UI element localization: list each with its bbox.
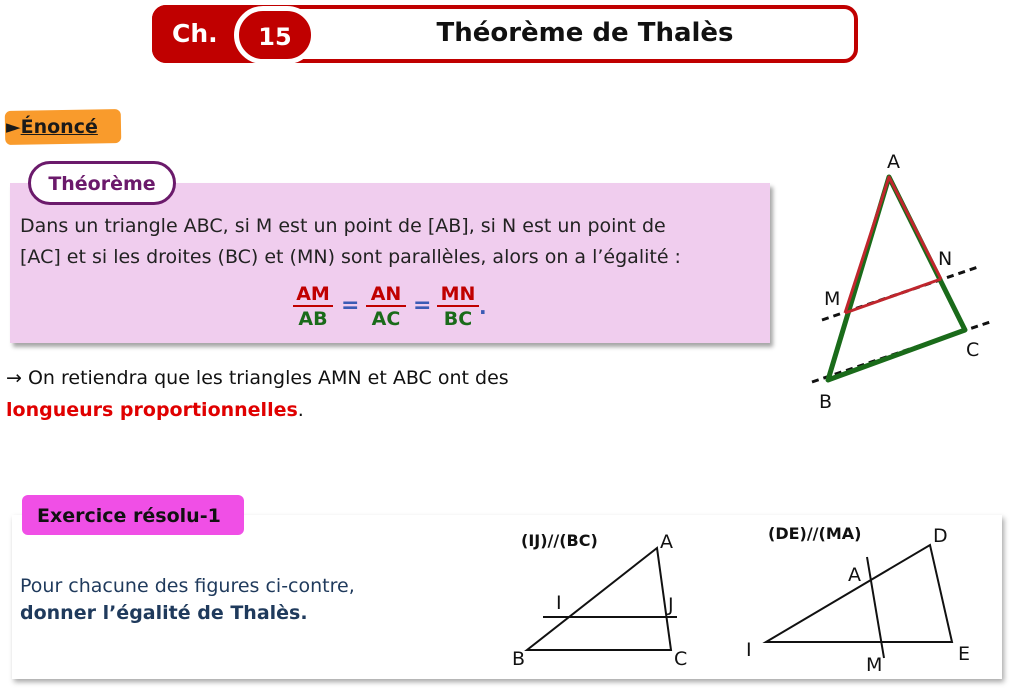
remark-end: . bbox=[297, 399, 304, 421]
label-m: M bbox=[824, 288, 841, 310]
fraction-numerator: AN bbox=[366, 283, 406, 307]
label-i: I bbox=[556, 592, 562, 614]
label-b: B bbox=[512, 648, 526, 670]
remark-line-1: → On retiendra que les triangles AMN et ABC ont des bbox=[6, 367, 509, 389]
label-n: N bbox=[938, 248, 953, 270]
fraction-mn-bc bbox=[437, 283, 479, 330]
section-label: Énoncé bbox=[20, 116, 98, 138]
fraction-numerator: MN bbox=[437, 283, 479, 307]
exercise-tag bbox=[22, 495, 244, 535]
theorem-tag bbox=[28, 161, 176, 205]
theorem-tag-label: Théorème bbox=[48, 173, 156, 195]
theorem-line-2: [AC] et si les droites (BC) et (MN) sont parallèles, alors on a l’égalité : bbox=[20, 246, 681, 268]
remark-line-2 bbox=[6, 399, 304, 421]
fraction-denominator: AC bbox=[371, 308, 401, 330]
caption-de-ma: (DE)//(MA) bbox=[768, 524, 862, 543]
fraction-an-ac bbox=[366, 283, 406, 330]
chapter-label: Ch. bbox=[172, 19, 218, 48]
caption-ij-bc: (IJ)//(BC) bbox=[521, 531, 598, 550]
exercise-line-1: Pour chacune des figures ci-contre, bbox=[20, 575, 355, 597]
label-e: E bbox=[958, 643, 971, 665]
fraction-am-ab bbox=[293, 283, 333, 330]
theorem-line-1: Dans un triangle ABC, si M est un point de [AB], si N est un point de bbox=[20, 215, 666, 237]
label-d: D bbox=[933, 525, 948, 547]
label-c: C bbox=[966, 339, 980, 361]
label-m: M bbox=[866, 654, 883, 676]
triangle-abc bbox=[828, 177, 965, 380]
chapter-title: Théorème de Thalès bbox=[436, 18, 734, 48]
label-a: A bbox=[848, 564, 861, 586]
exercise-figure-1 bbox=[505, 525, 705, 675]
chapter-number-badge bbox=[234, 6, 316, 64]
exercise-figure-2 bbox=[740, 518, 1000, 678]
label-i: I bbox=[746, 639, 752, 661]
label-a: A bbox=[660, 531, 673, 553]
equals-sign: = bbox=[341, 293, 360, 318]
label-a: A bbox=[887, 151, 900, 173]
remark-highlight: longueurs proportionnelles bbox=[6, 399, 298, 421]
label-c: C bbox=[674, 648, 688, 670]
exercise-line-2: donner l’égalité de Thalès. bbox=[20, 602, 308, 624]
fraction-numerator: AM bbox=[293, 283, 333, 307]
label-j: J bbox=[668, 594, 674, 616]
section-marker-icon: ► bbox=[6, 116, 21, 138]
thales-figure bbox=[800, 150, 1000, 415]
label-b: B bbox=[819, 391, 833, 413]
exercise-tag-label: Exercice résolu-1 bbox=[37, 505, 221, 527]
equals-sign: = bbox=[413, 293, 432, 318]
chapter-number: 15 bbox=[258, 23, 292, 51]
end-dot: . bbox=[479, 295, 487, 319]
triangle-amn-sides bbox=[845, 177, 941, 313]
triangle-die bbox=[766, 545, 952, 642]
fraction-denominator: AB bbox=[298, 308, 328, 330]
fraction-denominator: BC bbox=[443, 308, 473, 330]
section-heading bbox=[6, 116, 98, 138]
triangle-abc-ex1 bbox=[527, 548, 671, 650]
